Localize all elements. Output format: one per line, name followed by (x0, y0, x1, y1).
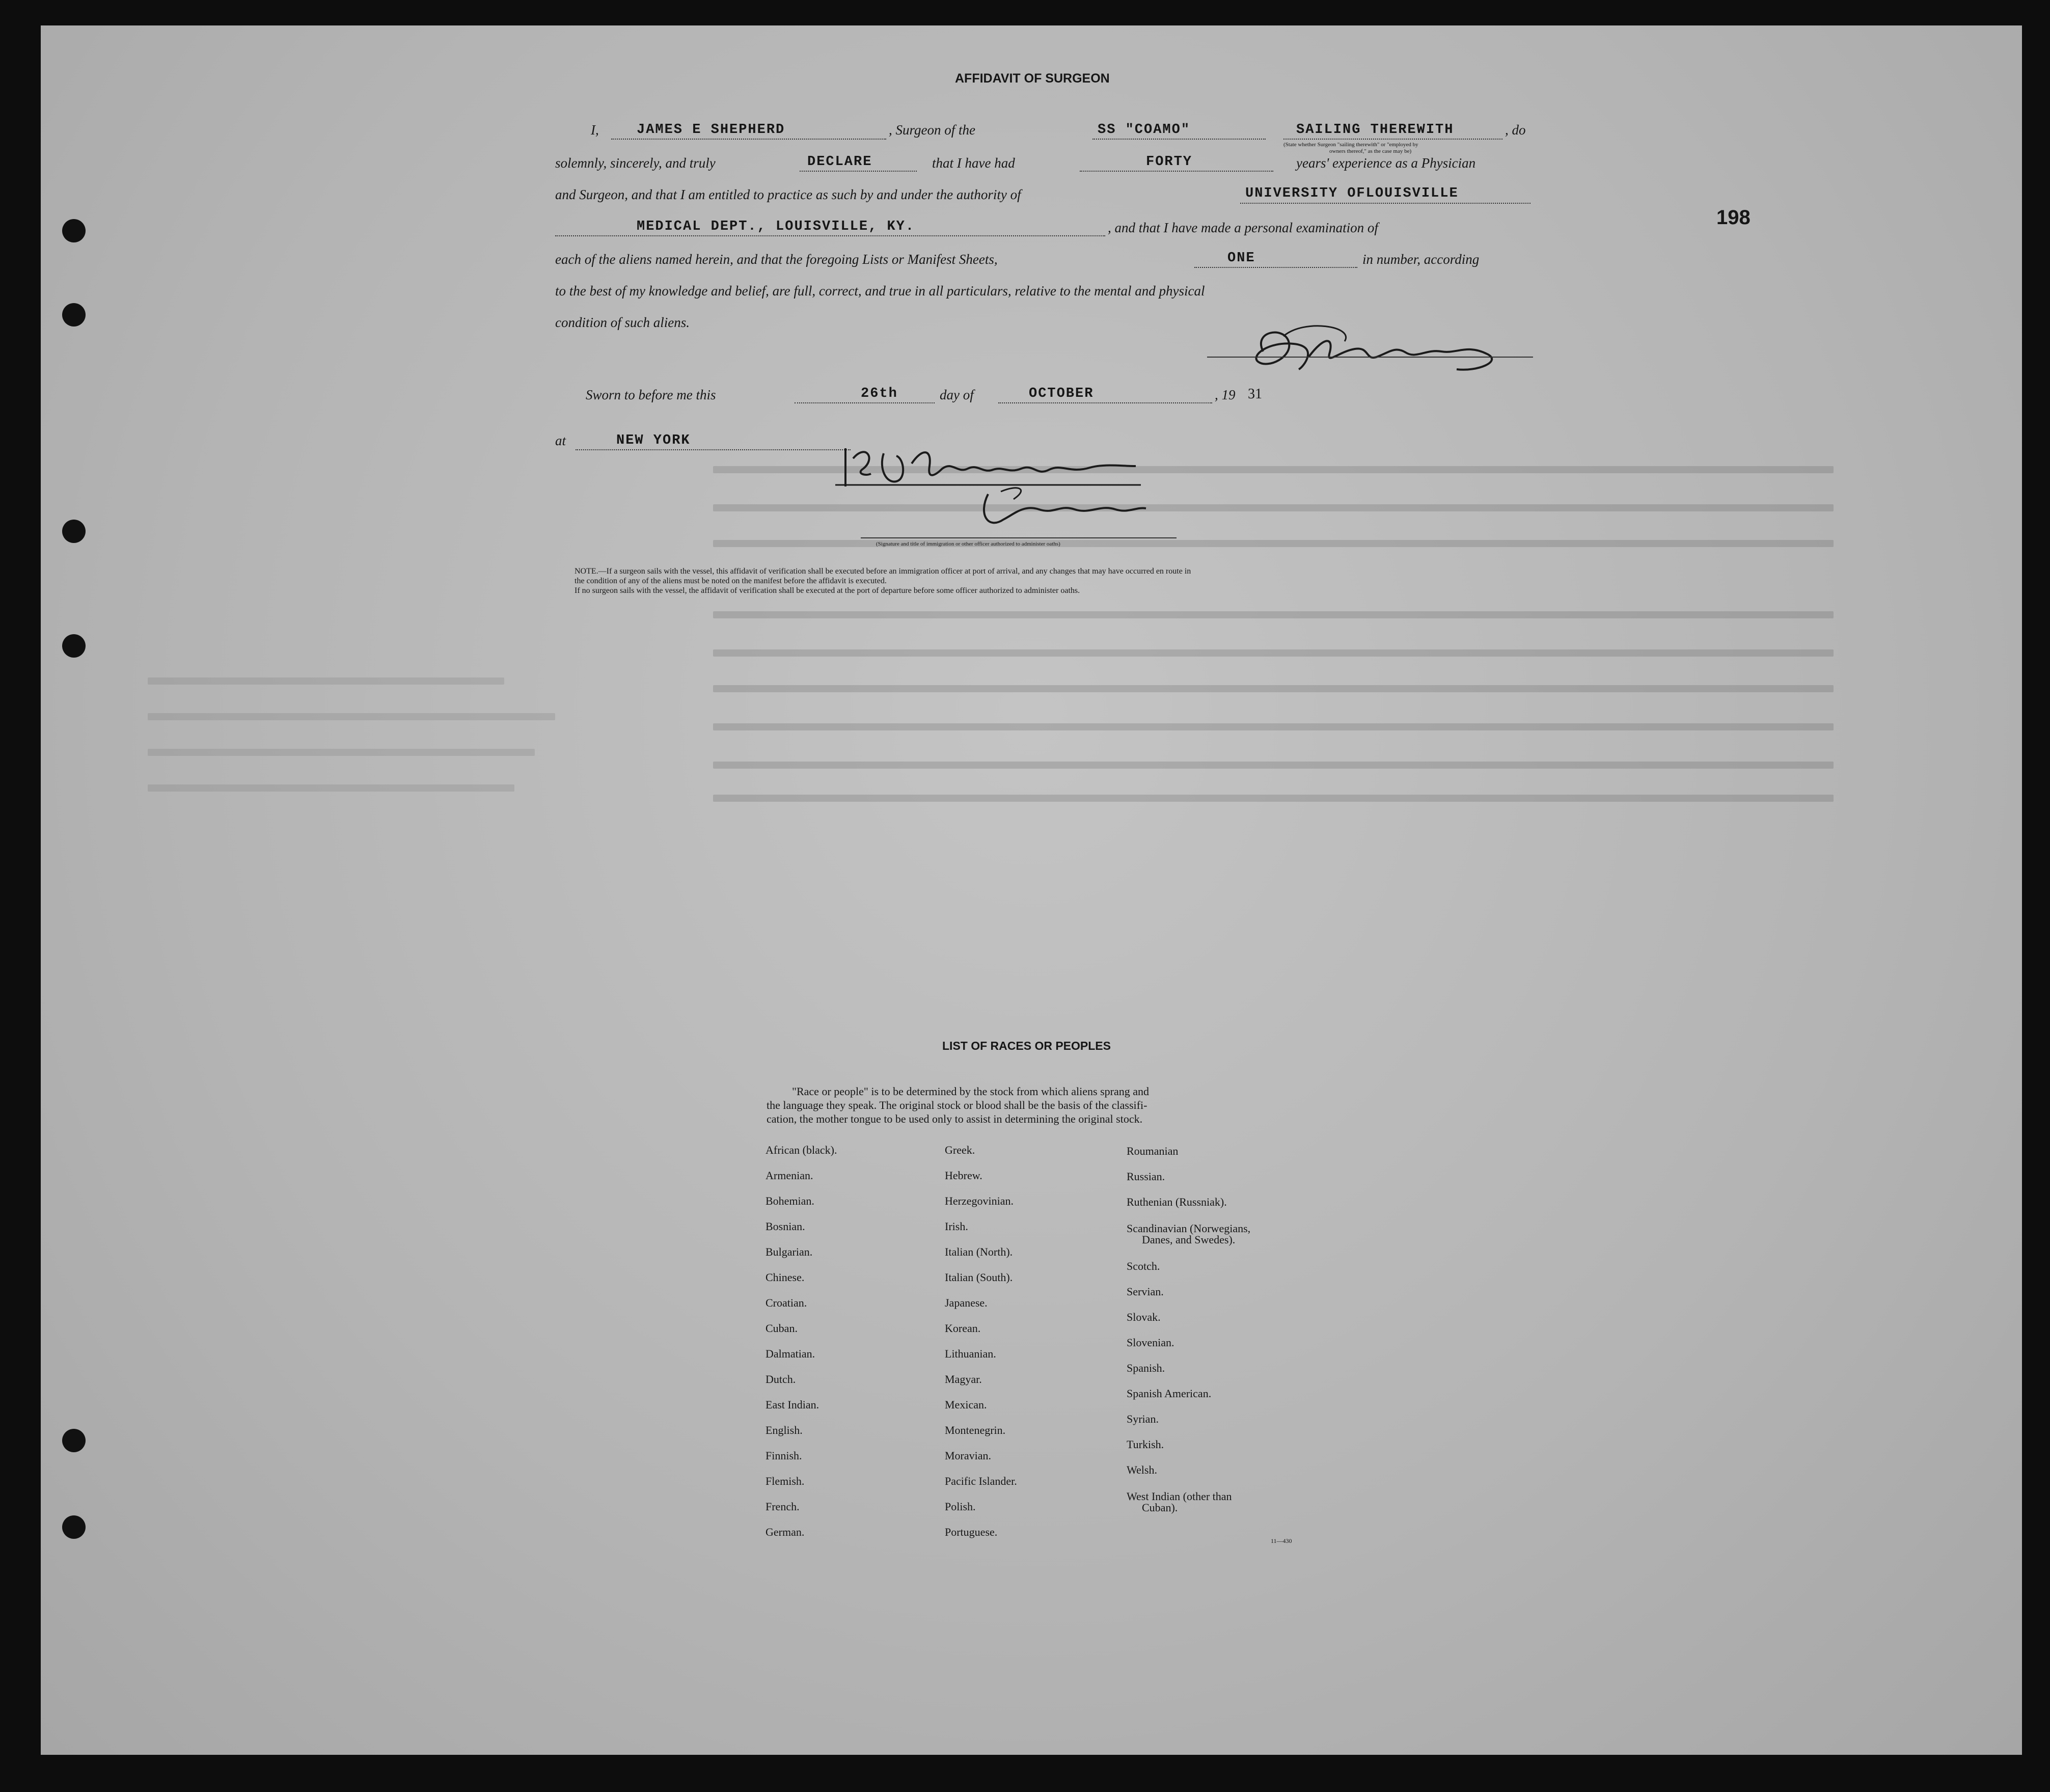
races-intro-1: "Race or people" is to be determined by the stock from which aliens sprang and (792, 1085, 1149, 1098)
binder-hole (62, 1515, 86, 1539)
form-number: 11—430 (1271, 1537, 1292, 1544)
race-item: Danes, and Swedes). (1142, 1233, 1236, 1246)
binder-hole (62, 219, 86, 242)
authority-2: MEDICAL DEPT., LOUISVILLE, KY. (637, 219, 915, 234)
note-line-1: NOTE.—If a surgeon sails with the vessel, this affidavit of verification shall be executed before an immigration officer at port of arrival, and any changes that may have occurred en route in (575, 567, 1191, 576)
inspector-signature (835, 438, 1192, 540)
race-item: Pacific Islander. (945, 1475, 1017, 1487)
declare: DECLARE (807, 154, 872, 170)
sworn-place: NEW YORK (616, 433, 691, 448)
line2-start: solemnly, sincerely, and truly (555, 155, 716, 171)
race-item: Ruthenian (Russniak). (1127, 1196, 1227, 1208)
race-item: Scotch. (1127, 1260, 1160, 1272)
sworn-day: 26th (861, 386, 898, 401)
sailing-note-2: owners thereof," as the case may be) (1329, 148, 1412, 154)
race-item: Chinese. (766, 1271, 805, 1284)
race-item: Mexican. (945, 1398, 987, 1411)
race-item: Bosnian. (766, 1220, 805, 1233)
race-item: Flemish. (766, 1475, 805, 1487)
race-item: Scandinavian (Norwegians, (1127, 1222, 1251, 1235)
race-item: Russian. (1127, 1170, 1165, 1183)
race-item: Syrian. (1127, 1413, 1159, 1425)
bleed-through-row (148, 677, 504, 685)
line5-start: each of the aliens named herein, and that the foregoing Lists or Manifest Sheets, (555, 252, 998, 267)
line3: and Surgeon, and that I am entitled to practice as such by and under the authority of (555, 187, 1021, 202)
race-item: Herzegovinian. (945, 1194, 1014, 1207)
bleed-through-row (148, 749, 535, 756)
bleed-through-row (713, 795, 1834, 802)
race-item: Spanish American. (1127, 1387, 1212, 1400)
surgeon-signature (1202, 321, 1533, 382)
surgeon-name-line (611, 139, 886, 140)
surgeon-signature-line (1207, 357, 1533, 358)
race-item: Croatian. (766, 1296, 807, 1309)
bleed-through-row (713, 649, 1834, 657)
sworn-month-line (998, 402, 1212, 403)
line7: condition of such aliens. (555, 315, 690, 330)
race-item: Dutch. (766, 1373, 796, 1386)
sworn-month: OCTOBER (1029, 386, 1094, 401)
authority-1: UNIVERSITY OFLOUISVILLE (1245, 186, 1459, 201)
race-item: Bohemian. (766, 1194, 814, 1207)
race-item: French. (766, 1500, 800, 1513)
binder-hole (62, 303, 86, 327)
line1-i: I, (591, 122, 599, 138)
race-item: Slovenian. (1127, 1336, 1174, 1349)
line1-mid: , Surgeon of the (889, 122, 975, 138)
sailing-line (1283, 139, 1502, 140)
race-item: Bulgarian. (766, 1245, 813, 1258)
sworn-year-prefix: , 19 (1215, 387, 1236, 402)
races-intro-3: cation, the mother tongue to be used only to assist in determining the original stock. (767, 1112, 1143, 1125)
race-item: Hebrew. (945, 1169, 982, 1182)
race-item: Welsh. (1127, 1463, 1157, 1476)
race-item: Lithuanian. (945, 1347, 996, 1360)
race-item: Slovak. (1127, 1311, 1161, 1323)
note-line-2: the condition of any of the aliens must be noted on the manifest before the affidavit is executed. (575, 577, 887, 585)
sworn-place-line (576, 449, 851, 450)
sheets-value: ONE (1227, 251, 1255, 266)
race-item: Roumanian (1127, 1145, 1179, 1157)
vessel-line (1092, 139, 1266, 140)
race-item: Magyar. (945, 1373, 982, 1386)
race-item: Italian (North). (945, 1245, 1013, 1258)
races-intro-2: the language they speak. The original stock or blood shall be the basis of the classifi- (767, 1099, 1147, 1111)
bleed-through-row (148, 784, 514, 792)
race-item: Irish. (945, 1220, 968, 1233)
race-item: Finnish. (766, 1449, 802, 1462)
sailing-note-1: (State whether Surgeon "sailing therewith" or "employed by (1283, 142, 1418, 148)
line1-do: , do (1505, 122, 1526, 138)
binder-hole (62, 634, 86, 658)
race-item: Moravian. (945, 1449, 992, 1462)
line6: to the best of my knowledge and belief, are full, correct, and true in all particulars, relative to the mental and physical (555, 283, 1205, 298)
race-item: Polish. (945, 1500, 976, 1513)
years-value: FORTY (1146, 154, 1193, 170)
binder-hole (62, 520, 86, 543)
page-number: 198 (1716, 206, 1751, 229)
bleed-through-row (713, 685, 1834, 692)
line4-end: , and that I have made a personal examination of (1108, 220, 1378, 235)
race-item: East Indian. (766, 1398, 819, 1411)
authority-2-line (555, 235, 1105, 236)
race-item: Japanese. (945, 1296, 988, 1309)
at-label: at (555, 433, 566, 448)
race-item: Cuban). (1142, 1501, 1178, 1514)
binder-hole (62, 1429, 86, 1452)
race-item: Montenegrin. (945, 1424, 1006, 1436)
years-line (1080, 171, 1273, 172)
race-item: Servian. (1127, 1285, 1164, 1298)
sailing-status: SAILING THEREWITH (1296, 122, 1454, 138)
line2-mid: that I have had (932, 155, 1015, 171)
sheets-line (1194, 267, 1357, 268)
races-title: LIST OF RACES OR PEOPLES (942, 1039, 1111, 1052)
race-item: Spanish. (1127, 1362, 1165, 1374)
race-item: Portuguese. (945, 1526, 998, 1538)
sworn-day-line (795, 402, 935, 403)
inspector-caption: (Signature and title of immigration or other officer authorized to administer oaths) (876, 541, 1060, 547)
race-item: Greek. (945, 1144, 975, 1156)
bleed-through-row (148, 713, 555, 720)
note-line-3: If no surgeon sails with the vessel, the affidavit of verification shall be executed at the port of departure before some officer authorized to administer oaths. (575, 586, 1080, 595)
race-item: Italian (South). (945, 1271, 1013, 1284)
bleed-through-row (713, 762, 1834, 769)
race-item: Dalmatian. (766, 1347, 815, 1360)
sworn-day-of: day of (940, 387, 974, 402)
race-item: West Indian (other than (1127, 1490, 1232, 1503)
bleed-through-row (713, 723, 1834, 730)
vessel-name: SS "COAMO" (1098, 122, 1191, 138)
sworn-start: Sworn to before me this (586, 387, 716, 402)
line2-end: years' experience as a Physician (1296, 155, 1476, 171)
authority-1-line (1240, 203, 1530, 204)
line5-end: in number, according (1362, 252, 1480, 267)
race-item: English. (766, 1424, 803, 1436)
race-item: Cuban. (766, 1322, 798, 1335)
declare-line (800, 171, 917, 172)
race-item: German. (766, 1526, 805, 1538)
race-item: Armenian. (766, 1169, 813, 1182)
inspector-signature-line (861, 537, 1177, 538)
sworn-year-suffix: 31 (1248, 386, 1262, 402)
race-item: Turkish. (1127, 1438, 1164, 1451)
surgeon-name: JAMES E SHEPHERD (637, 122, 785, 138)
race-item: African (black). (766, 1144, 837, 1156)
bleed-through-row (713, 611, 1834, 618)
affidavit-title: AFFIDAVIT OF SURGEON (955, 71, 1110, 86)
race-item: Korean. (945, 1322, 981, 1335)
